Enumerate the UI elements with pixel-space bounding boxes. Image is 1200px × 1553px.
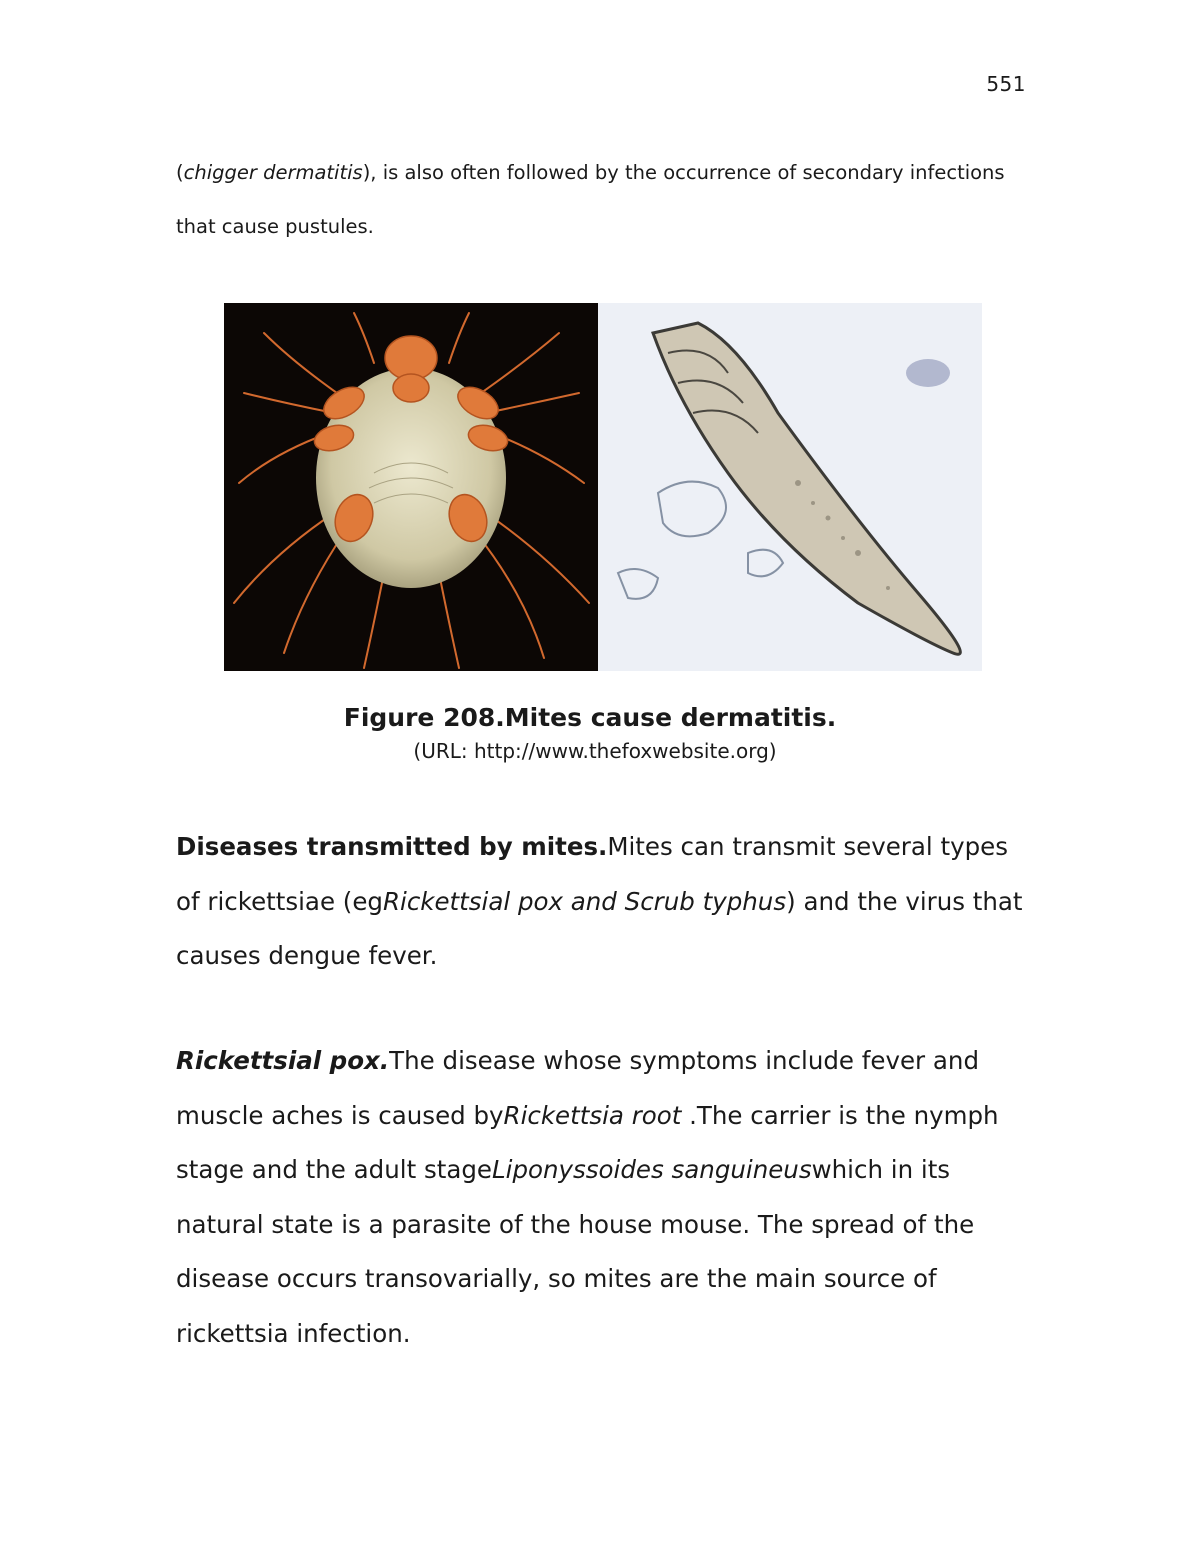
section-text: which in its natural state is a parasite of the house mouse. The spread of the disease occurs transovarially, so mites are the main source of rickettsia infection. (176, 1155, 975, 1348)
section-text: .The carrier is the nymph stage and the adult stage (176, 1100, 999, 1184)
mite-illustration (224, 303, 598, 671)
section-text: ) and the virus that causes dengue fever. (176, 886, 1023, 970)
section-italic: Rickettsial pox and Scrub typhus (382, 886, 787, 916)
section-diseases-transmitted (176, 820, 1036, 984)
section-heading: Diseases transmitted by mites. (176, 832, 608, 861)
mite-photo-dark (224, 303, 598, 671)
section-rickettsial-pox (176, 1034, 1036, 1361)
caption-title: Figure 208.Mites cause dermatitis. (343, 703, 837, 732)
intro-rest: ), is also often followed by the occurrence of secondary infections that cause pustules. (176, 161, 1005, 238)
intro-open-paren: ( (176, 161, 184, 184)
section-text: The disease whose symptoms include fever and muscle aches is caused by (176, 1046, 980, 1130)
demodex-microscope-photo (598, 303, 982, 671)
section-italic: Rickettsia root (503, 1100, 682, 1130)
page-number: 551 (986, 72, 1026, 96)
demodex-illustration (598, 303, 982, 671)
intro-italic-term: chigger dermatitis (183, 161, 363, 184)
section-heading: Rickettsial pox. (176, 1046, 390, 1075)
figure-208 (224, 303, 982, 671)
figure-caption (200, 700, 980, 766)
caption-url: (URL: http://www.thefoxwebsite.org) (413, 739, 777, 763)
section-italic: Liponyssoides sanguineus (491, 1155, 812, 1184)
intro-paragraph (176, 146, 1046, 254)
section-text: Mites can transmit several types of rickettsiae (eg (176, 832, 1008, 916)
